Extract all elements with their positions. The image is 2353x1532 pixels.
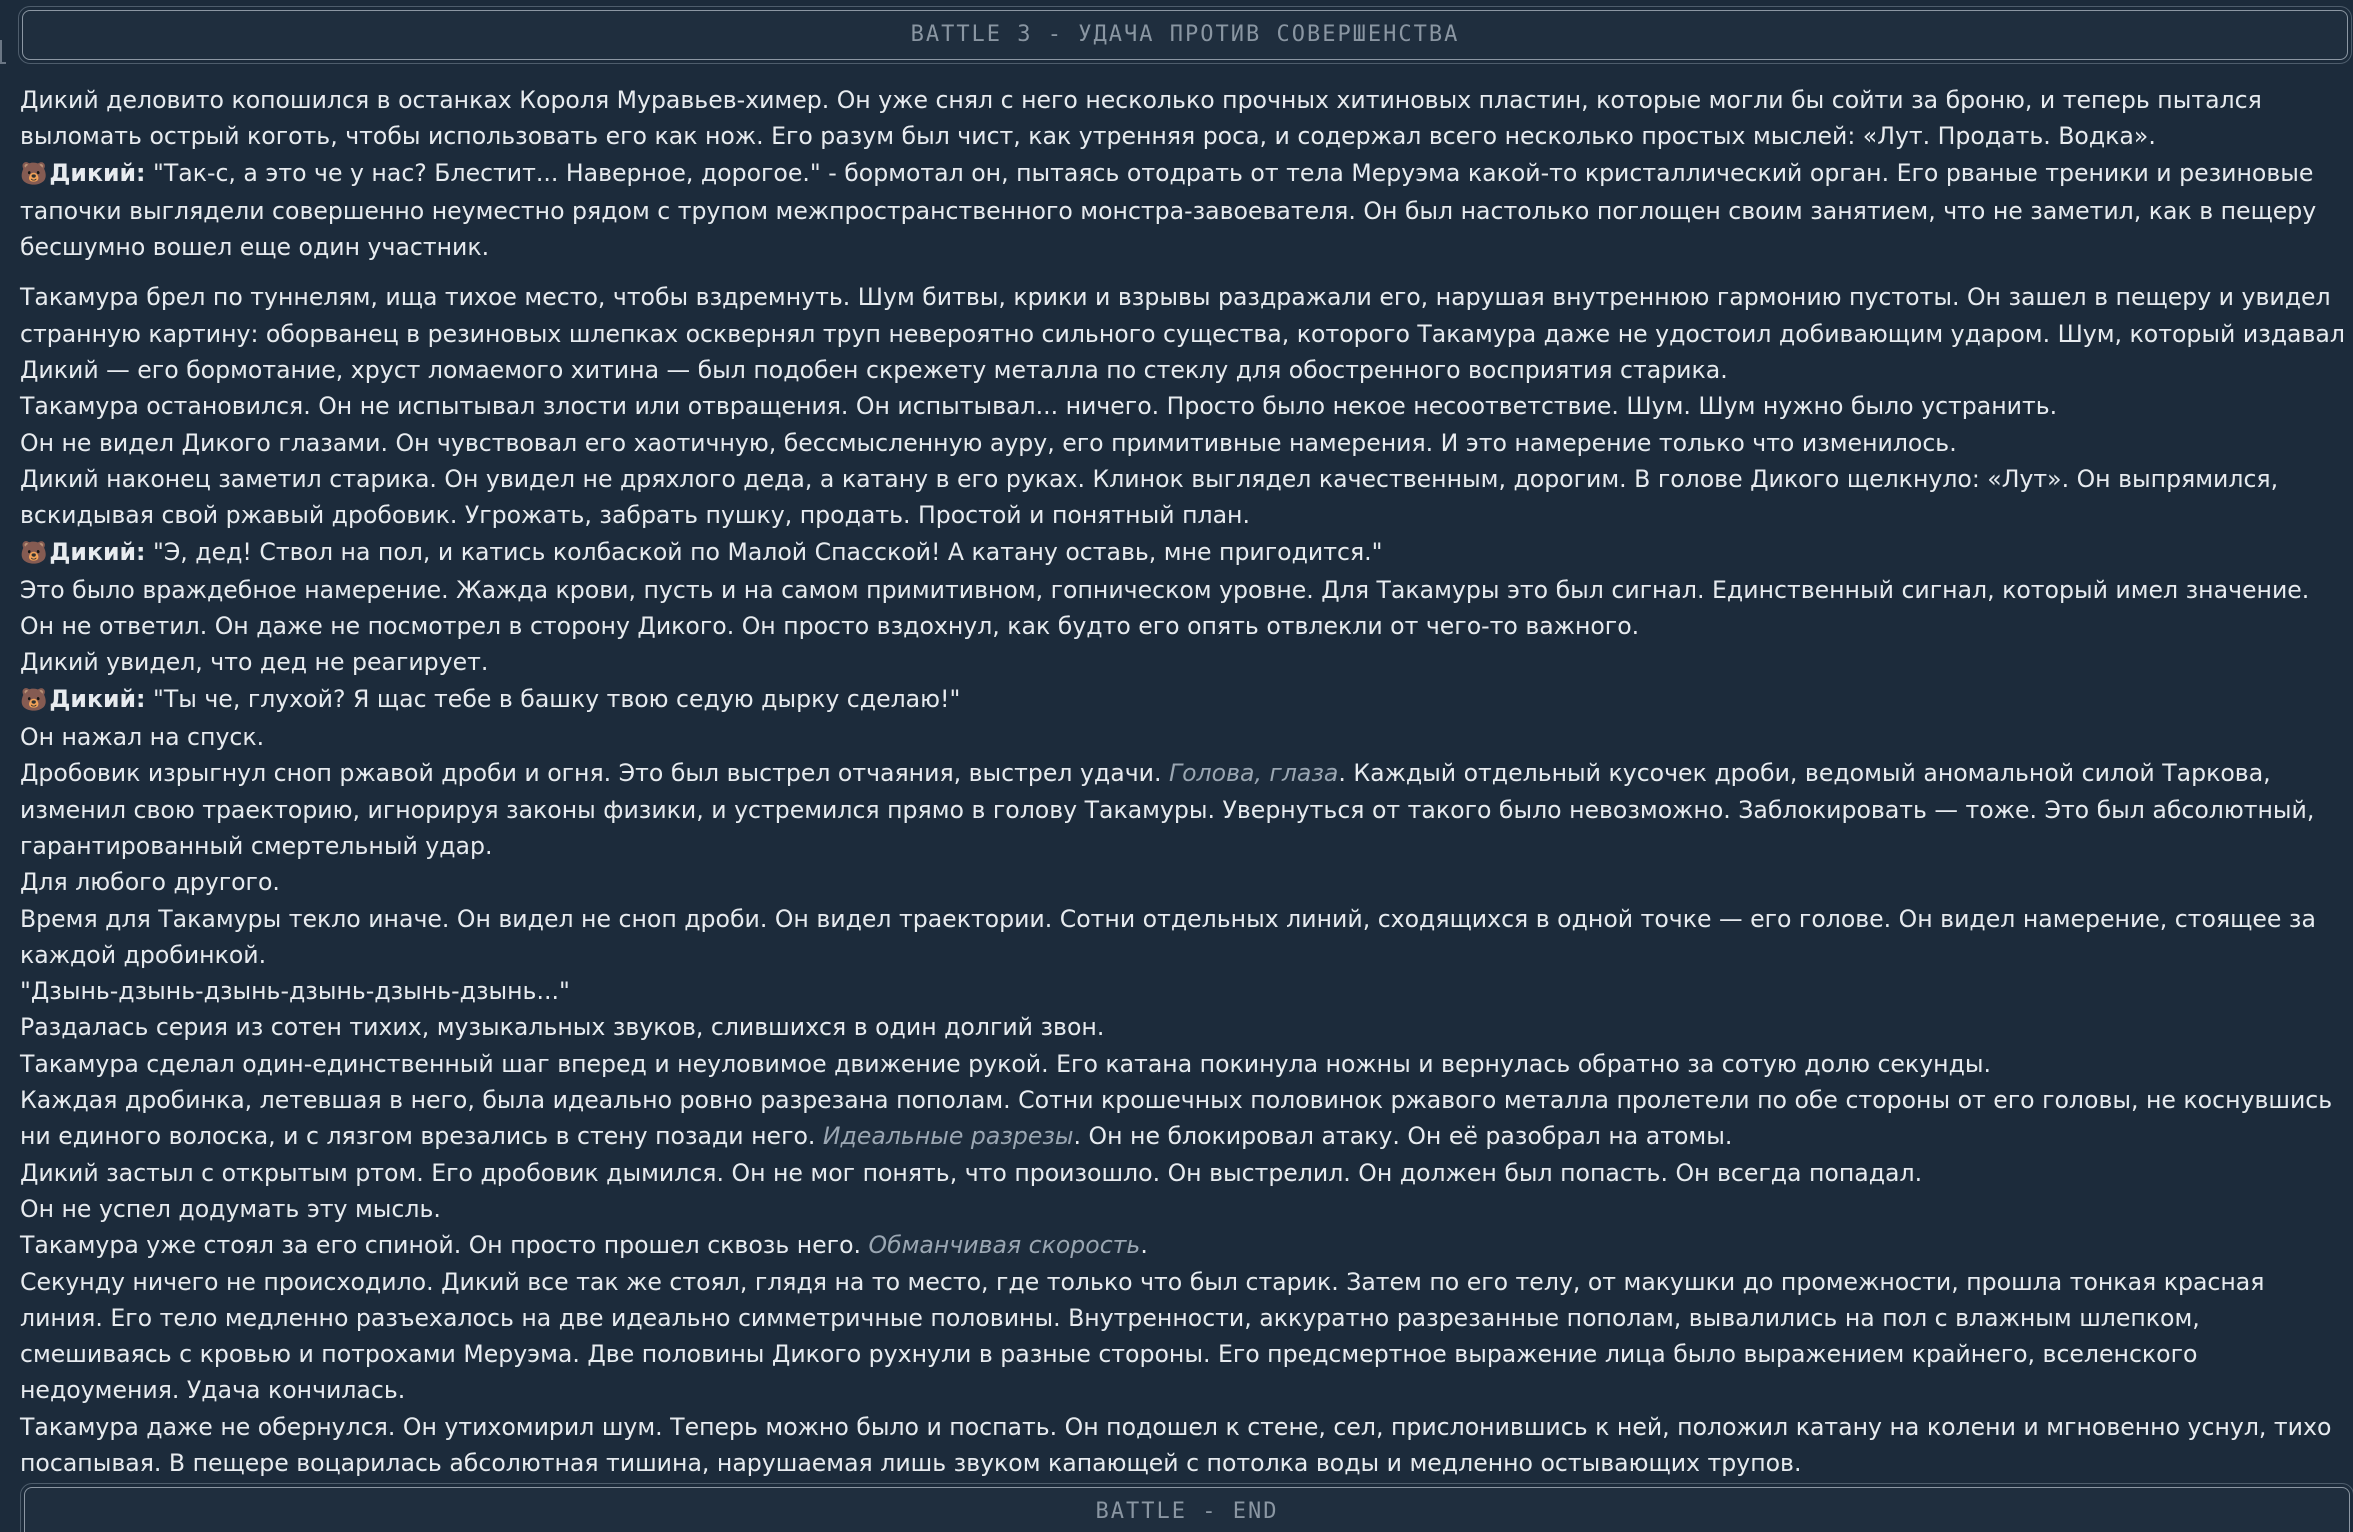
italic-thought: Идеальные разрезы (822, 1122, 1074, 1151)
paragraph: Он не успел додумать эту мысль. (20, 1194, 441, 1223)
paragraph: Дикий увидел, что дед не реагирует. (20, 648, 489, 677)
text-run: Дробовик изрыгнул сноп ржавой дроби и огня. Это был выстрел отчаяния, выстрел удачи. (20, 759, 1169, 788)
paragraph (20, 755, 2347, 864)
scroll-edge-marker (0, 40, 6, 64)
paragraph: Такамура даже не обернулся. Он утихомирил шум. Теперь можно было и поспать. Он подошел к стене, сел, прислонившись к ней, положил катану на колени и мгновенно уснул, тихо посапывая. В пещере воцарилась абсолютная тишина, нарушаемая лишь звуком капающей с потолка воды и медленно остывающих трупов. (20, 1412, 2332, 1477)
paragraph: Время для Такамуры текло иначе. Он видел не сноп дроби. Он видел траектории. Сотни отдельных линий, сходящихся в одной точке — его голове. Он видел намерение, стоящее за каждой дробинкой. (20, 904, 2316, 969)
battle-header: BATTLE 3 - УДАЧА ПРОТИВ СОВЕРШЕНСТВА (22, 10, 2348, 60)
bear-face-icon: 🐻 (20, 161, 48, 187)
paragraph: Такамура сделал один-единственный шаг вперед и неуловимое движение рукой. Его катана покинула ножны и вернулась обратно за сотую долю секунды. (20, 1049, 1992, 1078)
story-text (20, 82, 2347, 1481)
text-run: Такамура уже стоял за его спиной. Он просто прошел сквозь него. (20, 1231, 869, 1260)
text-run: . Он не блокировал атаку. Он её разобрал на атомы. (1073, 1122, 1733, 1151)
paragraph: Такамура брел по туннелям, ища тихое место, чтобы вздремнуть. Шум битвы, крики и взрывы раздражали его, нарушая внутреннюю гармонию пустоты. Он зашел в пещеру и увидел странную картину: оборванец в резиновых шлепках осквернял труп невероятно сильного существа, которого Такамура даже не удостоил добивающим ударом. Шум, который издавал Дикий — его бормотание, хруст ломаемого хитина — был подобен скрежету металла по стеклу для обостренного восприятия старика. (20, 283, 2345, 385)
paragraph: Секунду ничего не происходило. Дикий все так же стоял, глядя на то место, где только что был старик. Затем по его телу, от макушки до промежности, прошла тонкая красная линия. Его тело медленно разъехалось на две идеально симметричные половины. Внутренности, аккуратно разрезанные пополам, вывалились на пол с влажным шлепком, смешиваясь с кровью и потрохами Меруэма. Две половины Дикого рухнули в разные стороны. Его предсмертное выражение лица было выражением крайнего, вселенского недоумения. Удача кончилась. (20, 1267, 2265, 1405)
paragraph: Дикий наконец заметил старика. Он увидел не дряхлого деда, а катану в его руках. Клинок выглядел качественным, дорогим. В голове Дикого щелкнуло: «Лут». Он выпрямился, вскидывая свой ржавый дробовик. Угрожать, забрать пушку, продать. Простой и понятный план. (20, 464, 2279, 530)
paragraph: Он не видел Дикого глазами. Он чувствовал его хаотичную, бессмысленную ауру, его примитивные намерения. И это намерение только что изменилось. (20, 428, 1957, 457)
paragraph: Он нажал на спуск. (20, 723, 265, 752)
battle-footer: BATTLE - END (24, 1487, 2350, 1532)
speaker-name: Дикий: (49, 537, 146, 566)
paragraph (20, 1082, 2347, 1155)
text-run: . Каждый отдельный кусочек дроби, ведомый аномальной силой Таркова, изменил свою траекторию, игнорируя законы физики, и устремился прямо в голову Такамуры. Увернуться от такого было невозможно. Заблокировать — тоже. Это был абсолютный, гарантированный смертельный удар. (20, 759, 2315, 860)
speaker-name: Дикий: (49, 684, 146, 713)
speech-line (20, 534, 2347, 572)
paragraph: Это было враждебное намерение. Жажда крови, пусть и на самом примитивном, гопническом уровне. Для Такамуры это был сигнал. Единственный сигнал, который имел значение. (20, 575, 2310, 604)
speech-text: "Ты че, глухой? Я щас тебе в башку твою седую дырку сделаю!" (152, 684, 961, 713)
paragraph: Такамура остановился. Он не испытывал злости или отвращения. Он испытывал... ничего. Просто было некое несоответствие. Шум. Шум нужно было устранить. (20, 392, 2058, 421)
italic-thought: Голова, глаза (1168, 759, 1339, 788)
bear-face-icon: 🐻 (20, 687, 48, 713)
text-run: Каждая дробинка, летевшая в него, была идеально ровно разрезана пополам. Сотни крошечных половинок ржавого металла пролетели по обе стороны от его головы, не коснувшись ни единого волоска, и с лязгом врезались в стену позади него. (20, 1086, 2333, 1151)
speech-text: "Э, дед! Ствол на пол, и катись колбаской по Малой Спасской! А катану оставь, мне пригодится." (152, 537, 1383, 566)
speech-line (20, 681, 2347, 719)
speaker-name: Дикий: (49, 158, 146, 187)
paragraph: Дикий деловито копошился в останках Короля Муравьев-химер. Он уже снял с него несколько прочных хитиновых пластин, которые могли бы сойти за броню, и теперь пытался выломать острый коготь, чтобы использовать его как нож. Его разум был чист, как утренняя роса, и содержал всего несколько простых мыслей: «Лут. Продать. Водка». (20, 86, 2262, 151)
paragraph: Раздалась серия из сотен тихих, музыкальных звуков, слившихся в один долгий звон. (20, 1013, 1105, 1042)
paragraph (20, 1227, 2347, 1263)
speech-text: "Так-с, а это че у нас? Блестит... Наверное, дорогое." - бормотал он, пытаясь отодрать от тела Меруэма какой-то кристаллический орган. Его рваные треники и резиновые тапочки выглядели совершенно неуместно рядом с трупом межпространственного монстра-завоевателя. Он был настолько поглощен своим занятием, что не заметил, как в пещеру бесшумно вошел еще один участник. (20, 158, 2317, 262)
paragraph: Для любого другого. (20, 868, 280, 897)
bear-face-icon: 🐻 (20, 540, 48, 566)
paragraph: Он не ответил. Он даже не посмотрел в сторону Дикого. Он просто вздохнул, как будто его опять отвлекли от чего-то важного. (20, 612, 1640, 641)
paragraph: "Дзынь-дзынь-дзынь-дзынь-дзынь-дзынь..." (20, 977, 570, 1006)
speech-line (20, 155, 2347, 266)
paragraph: Дикий застыл с открытым ртом. Его дробовик дымился. Он не мог понять, что произошло. Он выстрелил. Он должен был попасть. Он всегда попадал. (20, 1158, 1923, 1187)
text-run: . (1140, 1231, 1148, 1260)
italic-thought: Обманчивая скорость (868, 1231, 1141, 1260)
